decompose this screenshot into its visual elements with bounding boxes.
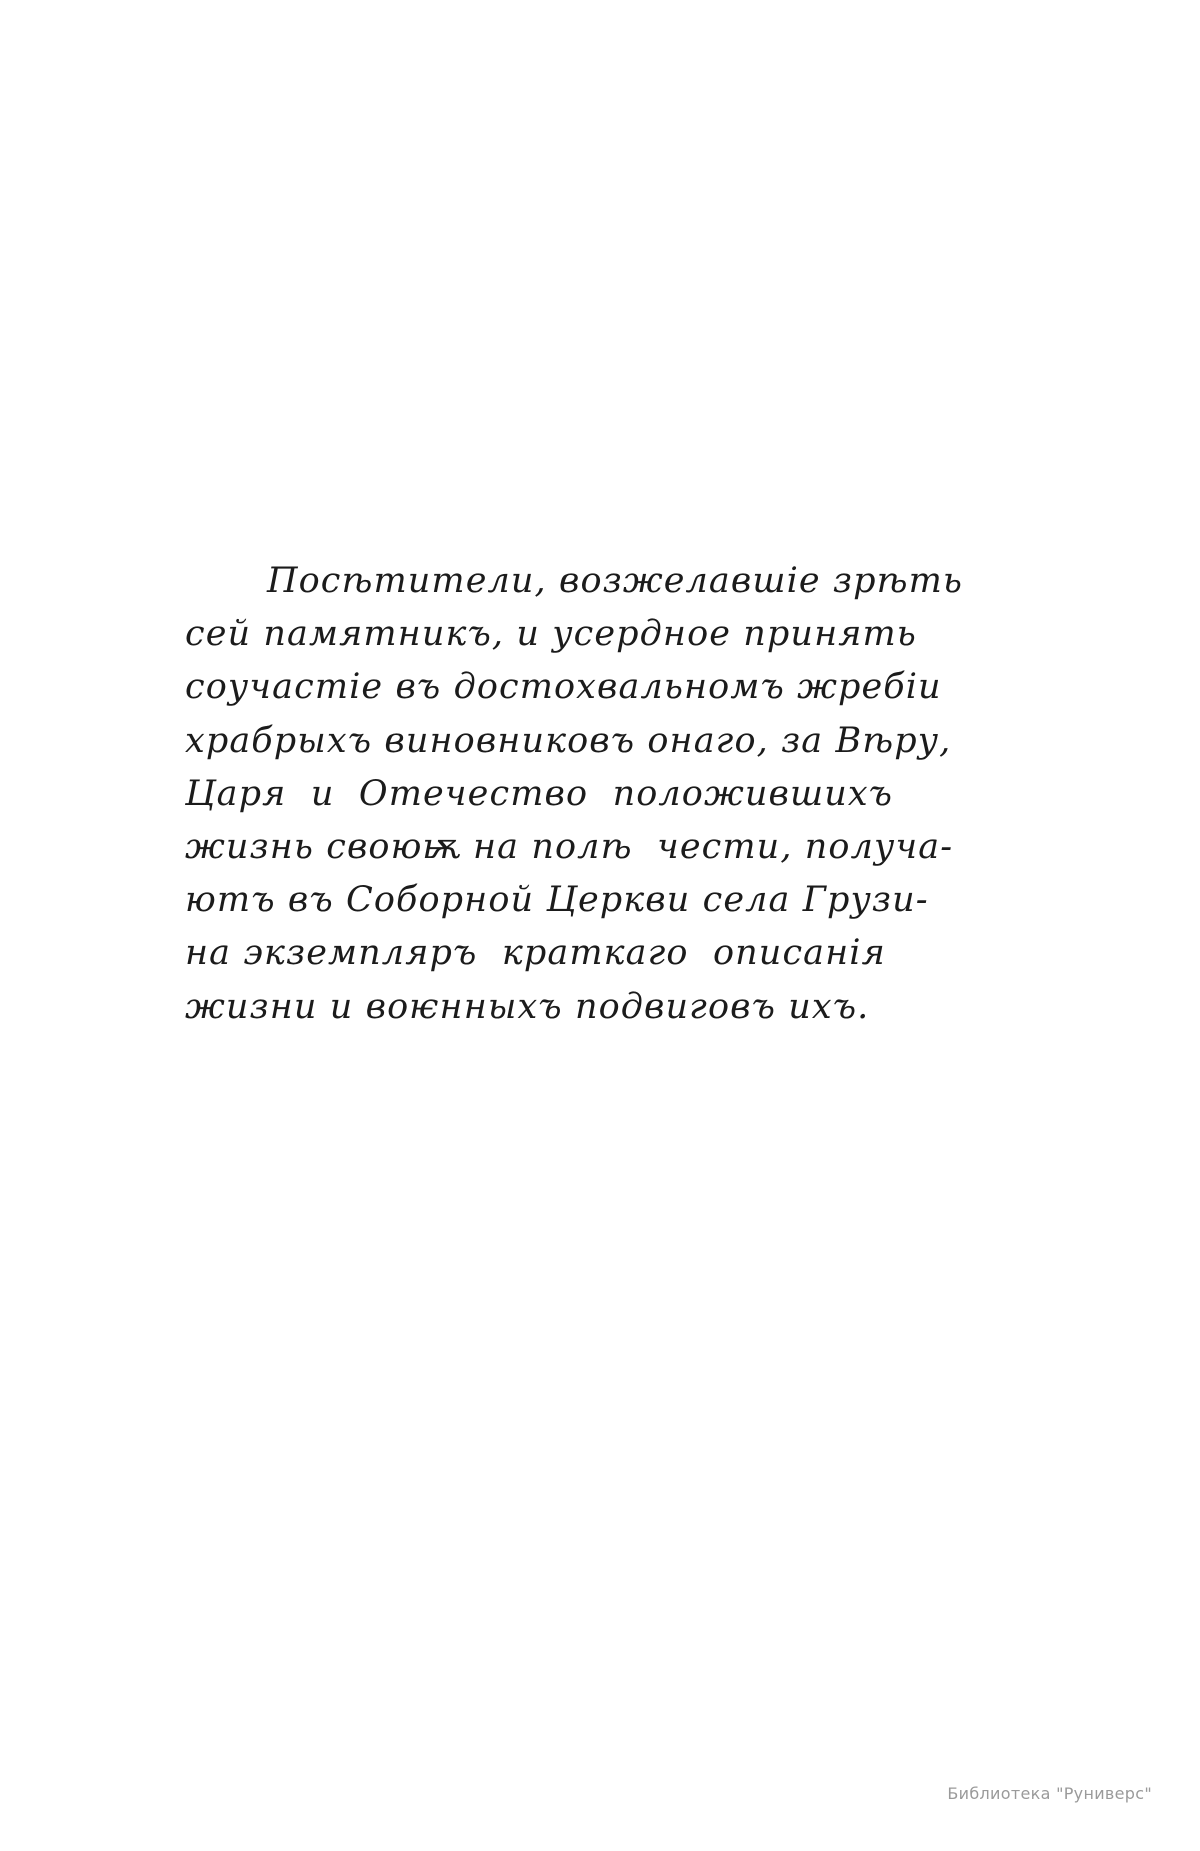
text-line: соучастіе въ достохвальномъ жребіи xyxy=(185,667,942,708)
text-line: сей памятникъ, и усердное принять xyxy=(185,614,917,655)
text-line: ютъ въ Соборной Церкви села Грузи- xyxy=(185,880,929,921)
text-line: Царя и Отечество положившихъ xyxy=(185,773,894,814)
page-body-text xyxy=(185,555,1025,1034)
text-line: Посѣтители, возжелавшіе зрѣть xyxy=(267,561,964,601)
text-line: храбрыхъ виновниковъ онаго, за Вѣру, xyxy=(185,720,952,761)
text-line: жизни и воѥнныхъ подвиговъ ихъ. xyxy=(185,986,870,1027)
text-line: на экземпляръ краткаго описанія xyxy=(185,933,886,974)
library-watermark: Библиотека "Руниверс" xyxy=(947,1784,1152,1803)
text-line: жизнь своюѭ на полѣ чести, получа- xyxy=(185,826,954,867)
